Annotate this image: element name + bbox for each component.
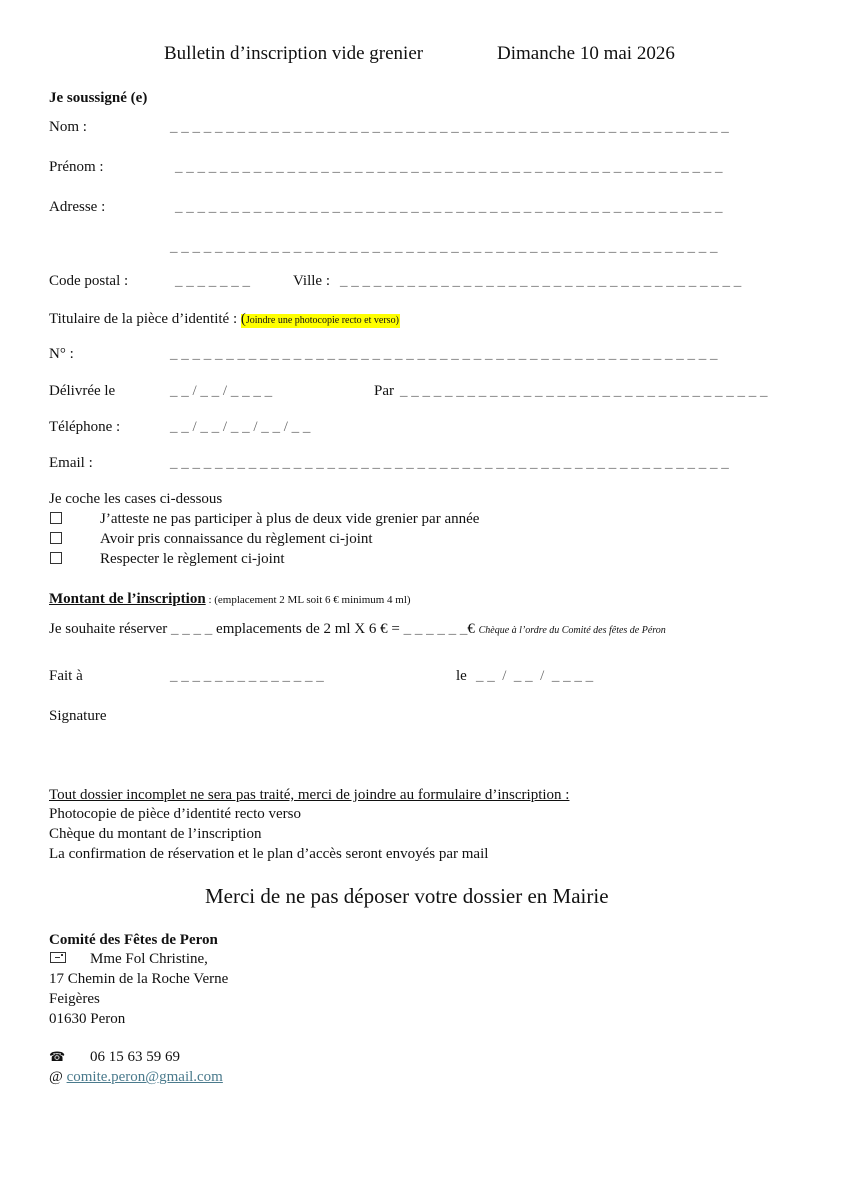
signature-label: Signature bbox=[49, 708, 107, 724]
delivree-field[interactable]: _ _ / _ _ / _ _ _ _ bbox=[170, 383, 273, 399]
montant-heading-note: : (emplacement 2 ML soit 6 € minimum 4 ml) bbox=[205, 594, 411, 606]
titulaire-label bbox=[49, 312, 400, 327]
telephone-icon: ☎ bbox=[49, 1050, 66, 1065]
section-heading-identity: Je soussigné (e) bbox=[49, 90, 148, 106]
contact-locality: Feigères bbox=[49, 991, 100, 1007]
envelope-icon bbox=[50, 952, 66, 963]
telephone-field[interactable]: _ _ / _ _ / _ _ / _ _ / _ _ bbox=[170, 419, 311, 435]
titulaire-label-text: Titulaire de la pièce d’identité : bbox=[49, 311, 238, 327]
code-postal-field[interactable]: _ _ _ _ _ _ _ bbox=[175, 273, 250, 289]
checkbox[interactable] bbox=[50, 552, 62, 564]
email-field[interactable]: _ _ _ _ _ _ _ _ _ _ _ _ _ _ _ _ _ _ _ _ _ _ _ _ _ _ _ _ _ _ _ _ _ _ _ _ _ _ _ _ _ _ _ _ _ _ _ _ _ _ bbox=[170, 455, 729, 471]
telephone-label: Téléphone : bbox=[49, 419, 121, 435]
checklist-item-label: Respecter le règlement ci-joint bbox=[100, 551, 285, 567]
cheque-note: Chèque à l’ordre du Comité des fêtes de Péron bbox=[478, 625, 666, 636]
ville-field[interactable]: _ _ _ _ _ _ _ _ _ _ _ _ _ _ _ _ _ _ _ _ _ _ _ _ _ _ _ _ _ _ _ _ _ _ _ _ bbox=[340, 273, 742, 289]
event-date: Dimanche 10 mai 2026 bbox=[497, 43, 675, 64]
mairie-notice: Merci de ne pas déposer votre dossier en Mairie bbox=[205, 884, 609, 908]
checkbox[interactable] bbox=[50, 532, 62, 544]
checklist-item bbox=[50, 551, 285, 567]
contact-org: Comité des Fêtes de Peron bbox=[49, 932, 218, 948]
montant-heading-row bbox=[49, 592, 411, 607]
email-label: Email : bbox=[49, 455, 93, 471]
par-field[interactable]: _ _ _ _ _ _ _ _ _ _ _ _ _ _ _ _ _ _ _ _ _ _ _ _ _ _ _ _ _ _ _ _ _ bbox=[400, 383, 768, 399]
reservation-text-1: Je souhaite réserver bbox=[49, 621, 168, 637]
prenom-label: Prénom : bbox=[49, 159, 104, 175]
ville-label: Ville : bbox=[293, 273, 331, 289]
requirement-item: Chèque du montant de l’inscription bbox=[49, 826, 262, 842]
quantity-field[interactable]: _ _ _ _ bbox=[171, 621, 213, 637]
delivree-label: Délivrée le bbox=[49, 383, 116, 399]
photocopy-note-highlight bbox=[240, 311, 400, 328]
checklist-item-label: J’atteste ne pas participer à plus de deux vide grenier par année bbox=[100, 511, 480, 527]
requirement-item: Photocopie de pièce d’identité recto verso bbox=[49, 806, 301, 822]
requirements-heading: Tout dossier incomplet ne sera pas traité, merci de joindre au formulaire d’inscription : bbox=[49, 787, 570, 803]
numero-label: N° : bbox=[49, 346, 74, 362]
photocopy-note: Joindre une photocopie recto et verso) bbox=[245, 315, 399, 326]
nom-field[interactable]: _ _ _ _ _ _ _ _ _ _ _ _ _ _ _ _ _ _ _ _ _ _ _ _ _ _ _ _ _ _ _ _ _ _ _ _ _ _ _ _ _ _ _ _ _ _ _ _ _ _ bbox=[170, 119, 729, 135]
contact-name-row bbox=[50, 951, 208, 967]
form-title: Bulletin d’inscription vide grenier bbox=[164, 43, 424, 64]
reservation-line bbox=[49, 622, 666, 637]
contact-email-row bbox=[49, 1070, 223, 1085]
le-label: le bbox=[456, 668, 467, 684]
date-field[interactable]: _ _ / _ _ / _ _ _ _ bbox=[476, 668, 594, 684]
requirement-item: La confirmation de réservation et le plan d’accès seront envoyés par mail bbox=[49, 846, 489, 862]
checklist-item bbox=[50, 511, 480, 527]
currency-symbol: € bbox=[467, 621, 475, 637]
checklist-intro: Je coche les cases ci-dessous bbox=[49, 491, 223, 507]
numero-field[interactable]: _ _ _ _ _ _ _ _ _ _ _ _ _ _ _ _ _ _ _ _ _ _ _ _ _ _ _ _ _ _ _ _ _ _ _ _ _ _ _ _ _ _ _ _ _ _ _ _ _ bbox=[170, 346, 718, 362]
checklist-item bbox=[50, 531, 373, 547]
checklist-item-label: Avoir pris connaissance du règlement ci-joint bbox=[100, 531, 373, 547]
contact-address: 17 Chemin de la Roche Verne bbox=[49, 971, 229, 987]
nom-label: Nom : bbox=[49, 119, 87, 135]
adresse-label: Adresse : bbox=[49, 199, 106, 215]
contact-postal-city: 01630 Peron bbox=[49, 1011, 126, 1027]
adresse-field-line2[interactable]: _ _ _ _ _ _ _ _ _ _ _ _ _ _ _ _ _ _ _ _ _ _ _ _ _ _ _ _ _ _ _ _ _ _ _ _ _ _ _ _ _ _ _ _ _ _ _ _ _ bbox=[170, 239, 718, 255]
checkbox[interactable] bbox=[50, 512, 62, 524]
par-label: Par bbox=[374, 383, 394, 399]
montant-heading: Montant de l’inscription bbox=[49, 591, 206, 607]
photocopy-note-paren: ( bbox=[240, 311, 246, 327]
fait-a-field[interactable]: _ _ _ _ _ _ _ _ _ _ _ _ _ _ bbox=[170, 668, 324, 684]
fait-a-label: Fait à bbox=[49, 668, 83, 684]
contact-phone-row bbox=[49, 1049, 180, 1065]
contact-name: Mme Fol Christine, bbox=[90, 951, 208, 967]
code-postal-label: Code postal : bbox=[49, 273, 129, 289]
contact-email-link[interactable]: comite.peron@gmail.com bbox=[66, 1069, 223, 1085]
at-icon: @ bbox=[49, 1069, 63, 1085]
reservation-text-2: emplacements de 2 ml X 6 € = bbox=[216, 621, 400, 637]
adresse-field[interactable]: _ _ _ _ _ _ _ _ _ _ _ _ _ _ _ _ _ _ _ _ _ _ _ _ _ _ _ _ _ _ _ _ _ _ _ _ _ _ _ _ _ _ _ _ _ _ _ _ _ bbox=[175, 199, 723, 215]
prenom-field[interactable]: _ _ _ _ _ _ _ _ _ _ _ _ _ _ _ _ _ _ _ _ _ _ _ _ _ _ _ _ _ _ _ _ _ _ _ _ _ _ _ _ _ _ _ _ _ _ _ _ _ bbox=[175, 159, 723, 175]
contact-phone: 06 15 63 59 69 bbox=[90, 1049, 180, 1065]
total-field[interactable]: _ _ _ _ _ _ bbox=[403, 621, 468, 637]
